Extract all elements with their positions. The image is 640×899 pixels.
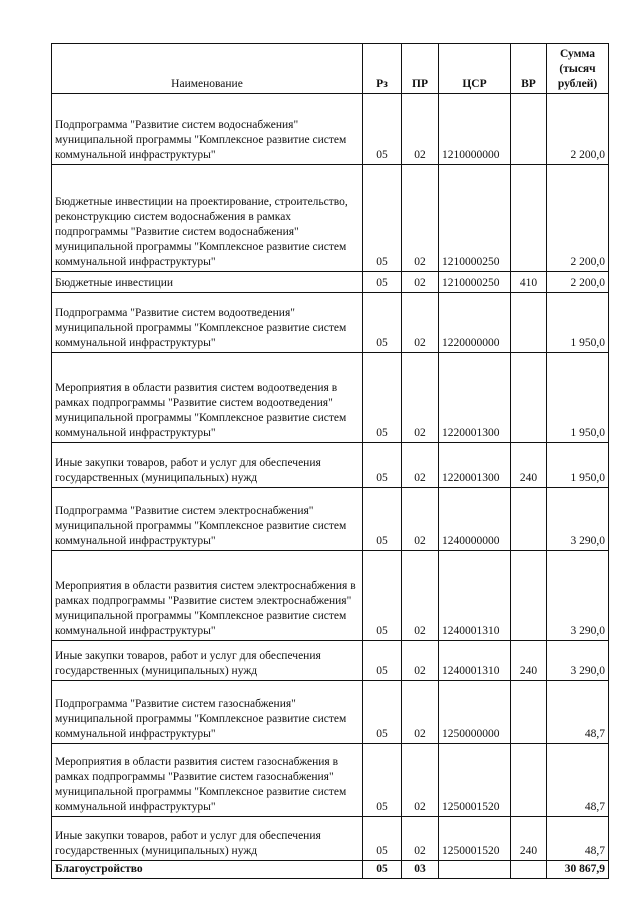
row-vr: 240 (511, 817, 547, 861)
row-vr (511, 488, 547, 551)
row-name: Бюджетные инвестиции на проектирование, строительство, реконструкцию систем водоснабжения в рамках подпрограммы "Развитие систем водоснабжения" муниципальной программы "Комплексное развитие систем коммунальной инфраструктуры" (52, 165, 363, 272)
row-pr: 02 (402, 353, 439, 443)
row-sum: 3 290,0 (547, 641, 609, 681)
row-name: Иные закупки товаров, работ и услуг для обеспечения государственных (муниципальных) нужд (52, 641, 363, 681)
row-vr (511, 681, 547, 744)
row-rz: 05 (363, 681, 402, 744)
row-rz: 05 (363, 861, 402, 879)
table-header-row (52, 44, 609, 94)
row-rz: 05 (363, 94, 402, 165)
row-sum: 2 200,0 (547, 94, 609, 165)
table-row (52, 443, 609, 488)
row-sum: 3 290,0 (547, 488, 609, 551)
row-name: Подпрограмма "Развитие систем водоснабжения" муниципальной программы "Комплексное развитие систем коммунальной инфраструктуры" (52, 94, 363, 165)
table-row-total (52, 861, 609, 879)
row-csr: 1210000250 (439, 272, 511, 293)
table-row (52, 641, 609, 681)
row-rz: 05 (363, 488, 402, 551)
row-csr: 1250000000 (439, 681, 511, 744)
row-pr: 02 (402, 681, 439, 744)
row-pr: 02 (402, 165, 439, 272)
header-csr: ЦСР (439, 44, 511, 94)
row-rz: 05 (363, 293, 402, 353)
table-row (52, 94, 609, 165)
row-rz: 05 (363, 353, 402, 443)
table-row (52, 681, 609, 744)
row-sum: 2 200,0 (547, 165, 609, 272)
row-csr: 1250001520 (439, 817, 511, 861)
row-pr: 02 (402, 94, 439, 165)
row-sum: 1 950,0 (547, 293, 609, 353)
row-sum: 30 867,9 (547, 861, 609, 879)
header-pr: ПР (402, 44, 439, 94)
row-vr: 240 (511, 443, 547, 488)
row-name: Иные закупки товаров, работ и услуг для обеспечения государственных (муниципальных) нужд (52, 443, 363, 488)
row-rz: 05 (363, 272, 402, 293)
header-rz: Рз (363, 44, 402, 94)
header-name: Наименование (52, 44, 363, 94)
row-sum: 48,7 (547, 817, 609, 861)
row-pr: 03 (402, 861, 439, 879)
table-row (52, 488, 609, 551)
row-sum: 1 950,0 (547, 353, 609, 443)
table-row (52, 272, 609, 293)
row-vr (511, 744, 547, 817)
row-csr: 1220000000 (439, 293, 511, 353)
row-pr: 02 (402, 817, 439, 861)
table-row (52, 353, 609, 443)
row-sum: 3 290,0 (547, 551, 609, 641)
row-vr (511, 551, 547, 641)
row-name: Бюджетные инвестиции (52, 272, 363, 293)
row-csr: 1240001310 (439, 551, 511, 641)
row-csr: 1250001520 (439, 744, 511, 817)
row-pr: 02 (402, 272, 439, 293)
row-rz: 05 (363, 744, 402, 817)
header-sum (547, 44, 609, 94)
table-row (52, 165, 609, 272)
row-name: Мероприятия в области развития систем водоотведения в рамках подпрограммы "Развитие систем водоотведения" муниципальной программы "Комплексное развитие систем коммунальной инфраструктуры" (52, 353, 363, 443)
row-vr (511, 94, 547, 165)
row-name: Подпрограмма "Развитие систем электроснабжения" муниципальной программы "Комплексное развитие систем коммунальной инфраструктуры" (52, 488, 363, 551)
row-csr: 1240001310 (439, 641, 511, 681)
row-csr: 1210000000 (439, 94, 511, 165)
row-vr (511, 353, 547, 443)
row-name: Мероприятия в области развития систем электроснабжения в рамках подпрограммы "Развитие систем электроснабжения" муниципальной программы "Комплексное развитие систем коммунальной инфраструктуры" (52, 551, 363, 641)
row-csr: 1220001300 (439, 443, 511, 488)
row-sum: 48,7 (547, 681, 609, 744)
table-row (52, 744, 609, 817)
row-name: Подпрограмма "Развитие систем водоотведения" муниципальной программы "Комплексное развитие систем коммунальной инфраструктуры" (52, 293, 363, 353)
row-pr: 02 (402, 293, 439, 353)
row-name: Иные закупки товаров, работ и услуг для обеспечения государственных (муниципальных) нужд (52, 817, 363, 861)
row-vr (511, 293, 547, 353)
row-vr (511, 165, 547, 272)
header-sum-line2: (тысяч (559, 63, 596, 75)
row-rz: 05 (363, 165, 402, 272)
row-csr: 1220001300 (439, 353, 511, 443)
row-rz: 05 (363, 443, 402, 488)
row-pr: 02 (402, 443, 439, 488)
table-row (52, 293, 609, 353)
row-sum: 48,7 (547, 744, 609, 817)
budget-table (51, 43, 609, 879)
header-vr: ВР (511, 44, 547, 94)
row-vr (511, 861, 547, 879)
row-pr: 02 (402, 551, 439, 641)
row-name: Мероприятия в области развития систем газоснабжения в рамках подпрограммы "Развитие систем газоснабжения" муниципальной программы "Комплексное развитие систем коммунальной инфраструктуры" (52, 744, 363, 817)
row-vr: 240 (511, 641, 547, 681)
row-rz: 05 (363, 817, 402, 861)
row-csr: 1240000000 (439, 488, 511, 551)
row-name: Благоустройство (52, 861, 363, 879)
row-pr: 02 (402, 744, 439, 817)
row-name: Подпрограмма "Развитие систем газоснабжения" муниципальной программы "Комплексное развитие систем коммунальной инфраструктуры" (52, 681, 363, 744)
row-pr: 02 (402, 488, 439, 551)
row-csr: 1210000250 (439, 165, 511, 272)
table-row (52, 551, 609, 641)
row-sum: 2 200,0 (547, 272, 609, 293)
row-sum: 1 950,0 (547, 443, 609, 488)
row-pr: 02 (402, 641, 439, 681)
row-csr (439, 861, 511, 879)
row-rz: 05 (363, 551, 402, 641)
header-sum-line3: рублей) (557, 78, 598, 90)
table-row (52, 817, 609, 861)
header-sum-line1: Сумма (560, 48, 595, 60)
row-rz: 05 (363, 641, 402, 681)
row-vr: 410 (511, 272, 547, 293)
